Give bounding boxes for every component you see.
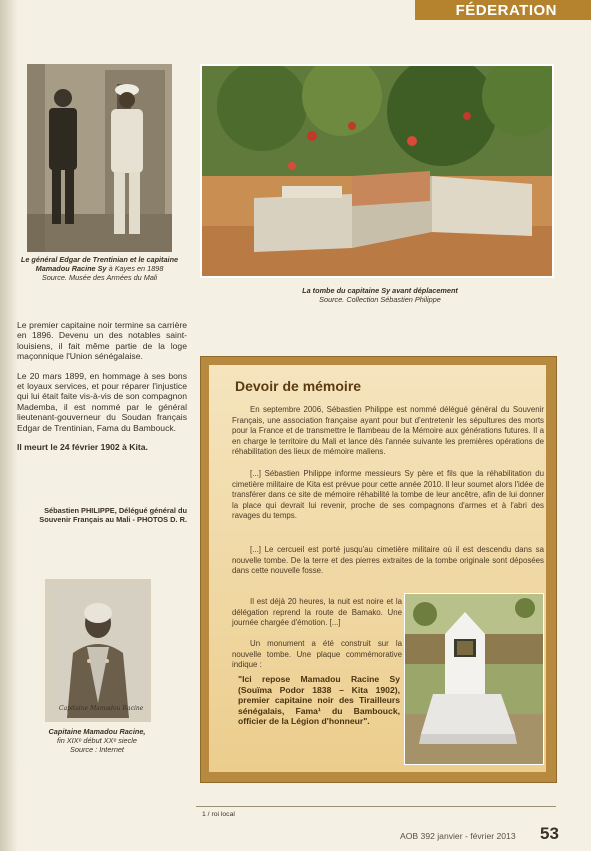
- photo-officers-caption: [17, 255, 182, 282]
- caption-source: Source. Musée des Armées du Mali: [41, 273, 158, 282]
- memory-paragraph-1: En septembre 2006, Sébastien Philippe est nommé délégué général du Souvenir Français, une association française ayant pour but d'entretenir les sépultures des morts pour la France et de transmettre le flambeau de la Mémoire aux générations futures. Il a en charge le territoire du Mali et lance dès l'année suivante les premières opérations de réhabilitation des lieux de mémoire maliens.: [232, 405, 544, 456]
- photo-new-tomb: [404, 593, 544, 765]
- article-paragraph-1: Le premier capitaine noir termine sa carrière en 1896. Devenu un des notables saint-louisiens, il fait même partie de la loge maçonnique l'Union sénégalaise.: [17, 320, 187, 362]
- caption-line2: fin XIXᵉ début XXᵉ siecle: [57, 736, 137, 745]
- portrait-inscription: Capitaine Mamadou Racine: [59, 705, 144, 712]
- memory-box: [200, 356, 557, 783]
- photo-portrait-caption: [32, 727, 162, 754]
- caption-bold: Capitaine Mamadou Racine,: [48, 727, 146, 736]
- caption-rest: à Kayes en 1898: [106, 264, 164, 273]
- memory-box-title: Devoir de mémoire: [235, 378, 362, 394]
- article-paragraph-2: Le 20 mars 1899, en hommage à ses bons et loyaux services, et pour réparer l'injustice qui lui était faite vis-à-vis de son compagnon Mademba, il est nommé par le général lieutenant-gouverneur du Soudan français Edgar de Trentinian, Fama du Bambouck.: [17, 370, 187, 433]
- memory-paragraph-4: Il est déjà 20 heures, la nuit est noire et la délégation reprend la route de Bamako. Une journée chargée d'émotion. [...]: [232, 597, 402, 627]
- article-text: [17, 320, 187, 461]
- page-binding-shadow: [0, 0, 18, 851]
- section-tab: FÉDERATION: [415, 0, 591, 20]
- memory-box-inner: [209, 365, 546, 772]
- photo-portrait: [45, 579, 151, 722]
- caption-source: Source. Collection Sébastien Philippe: [319, 295, 441, 304]
- footnote: 1 / roi local: [202, 811, 235, 818]
- issue-info: AOB 392 janvier - février 2013: [400, 831, 516, 841]
- caption-source: Source : Internet: [70, 745, 124, 754]
- photo-old-tomb-caption: [250, 286, 510, 304]
- photo-officers: [27, 64, 172, 252]
- memory-paragraph-5: Un monument a été construit sur la nouvelle tombe. Une plaque commémorative indique :: [232, 639, 402, 669]
- photo-old-tomb: [200, 64, 554, 278]
- caption-text: La tombe du capitaine Sy avant déplacement: [302, 286, 458, 295]
- caption-bold: Le général Edgar de Trentinian et le capitaine Mamadou Racine Sy: [20, 255, 179, 273]
- article-paragraph-3: Il meurt le 24 février 1902 à Kita.: [17, 442, 148, 453]
- memory-paragraph-3: [...] Le cercueil est porté jusqu'au cimetière militaire où il est descendu dans sa nouvelle tombe. De la terre et des pierres extraites de la tombe originale sont déposées dans cette nouvelle fosse.: [232, 545, 544, 575]
- memory-paragraph-2: [...] Sébastien Philippe informe messieurs Sy père et fils que la réhabilitation du cimetière militaire de Kita est prévue pour cette année 2010. Il leur soumet alors l'idée de transférer dans ce site de mémoire réhabilité la tombe de leur ancêtre, afin de lui donner la place qui devrait lui revenir, proche de ses compagnons d'armes et à l'abri des ravages du temps.: [232, 469, 544, 520]
- author-credit: Sébastien PHILIPPE, Délégué général du Souvenir Français au Mali - PHOTOS D. R.: [39, 506, 187, 524]
- memorial-plaque-quote: "Ici repose Mamadou Racine Sy (Souïma Podor 1838 – Kita 1902), premier capitaine noir des Tirailleurs sénégalais, Fama¹ du Bambouck, officier de la Légion d'honneur".: [238, 674, 400, 727]
- footnote-divider: [196, 806, 556, 807]
- page-number: 53: [540, 824, 559, 843]
